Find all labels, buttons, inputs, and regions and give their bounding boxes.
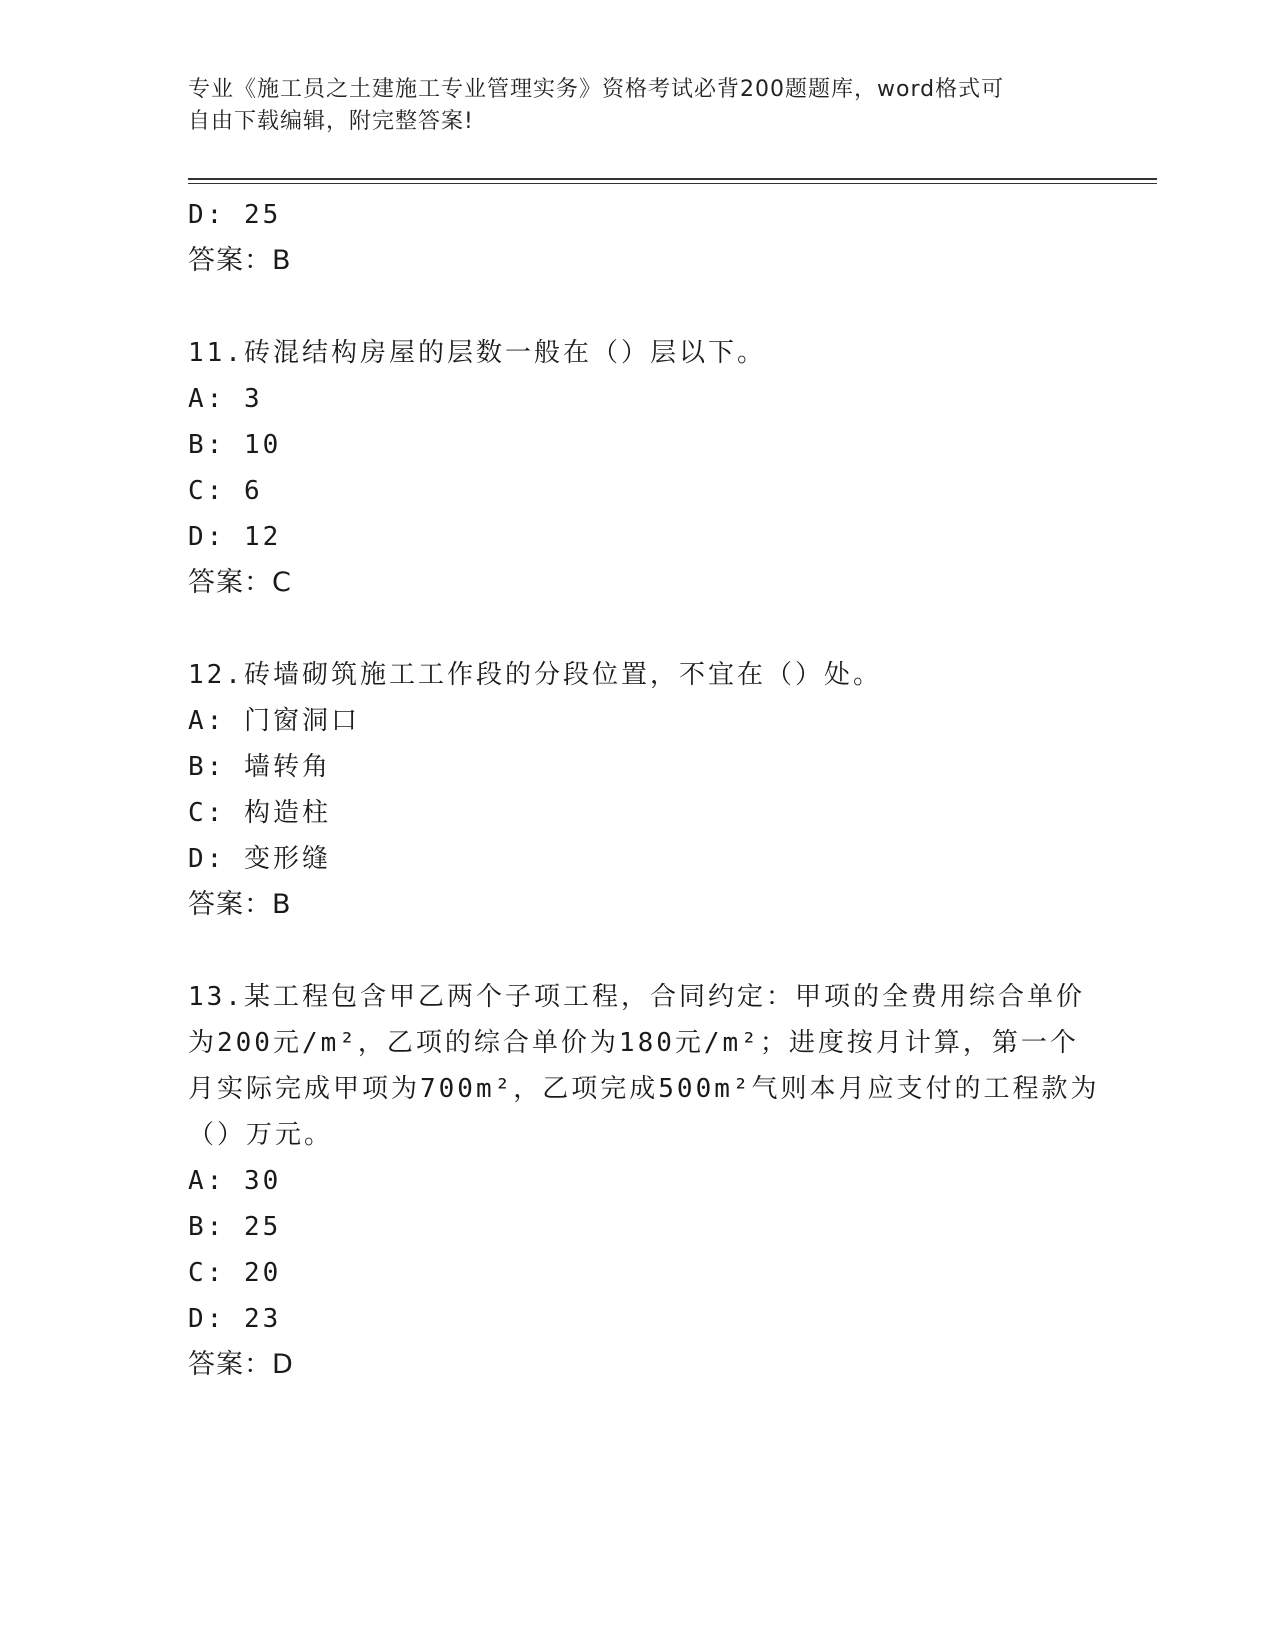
question-11-option-c: C: 6 <box>188 476 263 506</box>
question-11-stem <box>188 330 1088 376</box>
question-13-stem-line: 13.某工程包含甲乙两个子项工程，合同约定：甲项的全费用综合单价 <box>188 982 1085 1012</box>
spacer <box>188 606 1088 652</box>
question-12-option-d: D: 变形缝 <box>188 844 331 874</box>
header-divider-thick <box>188 178 1157 180</box>
question-13-stem-line: 月实际完成甲项为700m²，乙项完成500m²气则本月应支付的工程款为 <box>188 1074 1100 1104</box>
header-divider-thin <box>188 183 1157 184</box>
question-content <box>188 192 1100 1388</box>
question-12-answer: 答案：B <box>188 889 292 920</box>
prev-option-d: D: 25 <box>188 200 282 230</box>
question-13-stem <box>188 974 1100 1158</box>
spacer <box>188 928 1088 974</box>
question-13-stem-line: （）万元。 <box>188 1120 334 1150</box>
question-13-option-d: D: 23 <box>188 1304 282 1334</box>
question-12-stem <box>188 652 1088 698</box>
question-11-option-b: B: 10 <box>188 430 282 460</box>
page-header <box>188 74 1068 138</box>
question-12-option-b: B: 墙转角 <box>188 752 331 782</box>
question-13-option-a: A: 30 <box>188 1166 282 1196</box>
question-11-stem-line: 11.砖混结构房屋的层数一般在（）层以下。 <box>188 338 766 368</box>
question-13-option-c: C: 20 <box>188 1258 282 1288</box>
header-line-1: 专业《施工员之土建施工专业管理实务》资格考试必背200题题库，word格式可 <box>188 77 1005 102</box>
spacer <box>188 284 1088 330</box>
question-12-option-c: C: 构造柱 <box>188 798 331 828</box>
question-11-option-d: D: 12 <box>188 522 282 552</box>
question-13-answer: 答案：D <box>188 1349 294 1380</box>
prev-answer: 答案：B <box>188 245 292 276</box>
question-12-stem-line: 12.砖墙砌筑施工工作段的分段位置，不宜在（）处。 <box>188 660 882 690</box>
header-line-2: 自由下载编辑，附完整答案! <box>188 109 474 134</box>
question-12-option-a: A: 门窗洞口 <box>188 706 360 736</box>
question-13-option-b: B: 25 <box>188 1212 282 1242</box>
question-13-stem-line: 为200元/m²，乙项的综合单价为180元/m²；进度按月计算，第一个 <box>188 1028 1079 1058</box>
question-11-answer: 答案：C <box>188 567 292 598</box>
question-11-option-a: A: 3 <box>188 384 263 414</box>
